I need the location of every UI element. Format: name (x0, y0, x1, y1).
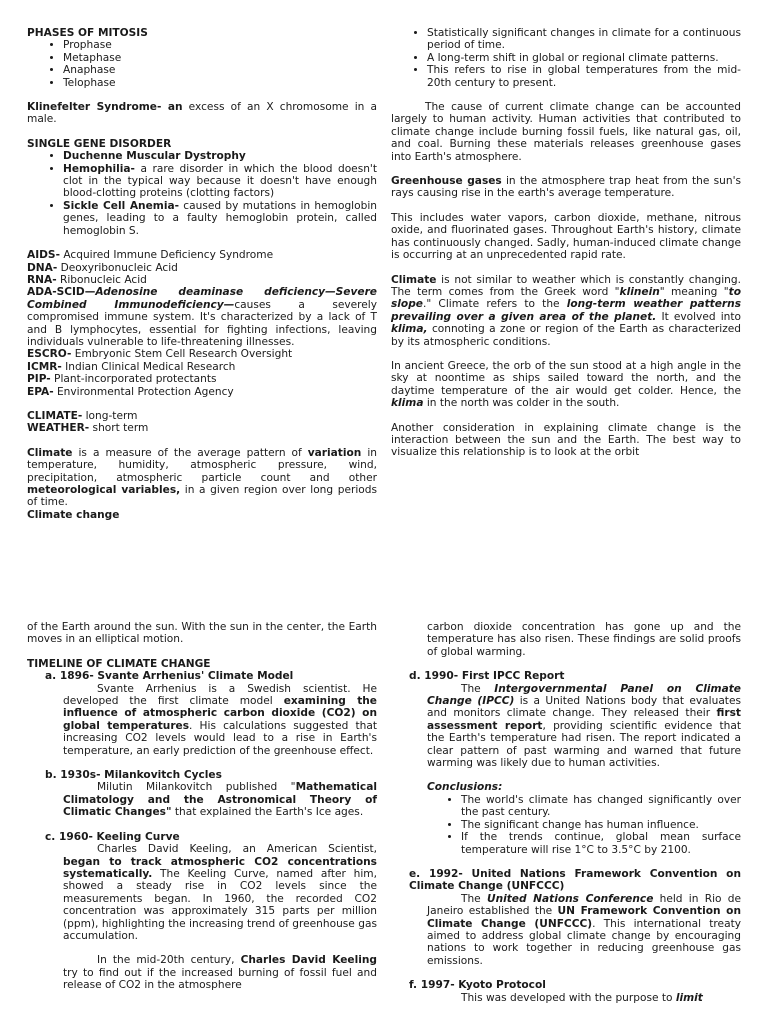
term: began to track atmospheric CO2 concentrations systematically. (63, 855, 377, 880)
definition: Acquired Immune Deficiency Syndrome (59, 249, 274, 262)
acronym-line (27, 348, 377, 360)
term: Climate (27, 446, 73, 459)
timeline-item-heading: b. 1930s- Milankovitch Cycles (45, 769, 222, 782)
list-item: • The significant change has human influence. (461, 819, 741, 831)
another-paragraph: Another consideration in explaining climate change is the interaction between the sun and the Earth. The best way to visualize this relationship is to look at the orbit (391, 421, 741, 459)
term: Mathematical Climatology and the Astronomical Theory of Climatic Changes" (63, 781, 377, 819)
acronym-line (27, 262, 377, 274)
definition: Plant-incorporated protectants (50, 373, 217, 386)
term: examining the influence of atmospheric carbon dioxide (CO2) on global temperatures (63, 695, 377, 732)
climate-term-line (27, 410, 377, 422)
timeline-item-heading: a. 1896- Svante Arrhenius' Climate Model (45, 670, 294, 683)
timeline-item-d (391, 670, 741, 769)
climate-definition-paragraph (27, 447, 377, 509)
ada-scid-paragraph (27, 286, 377, 348)
term: klima (391, 397, 424, 410)
term-expansion: Adenosine deaminase deficiency—Severe Combined Immunodeficiency— (27, 286, 377, 311)
acronym-line (27, 386, 377, 398)
term: RNA- (27, 273, 57, 286)
timeline-item-body (27, 781, 377, 818)
page2-right-column (391, 621, 741, 1016)
term: Climate (391, 273, 437, 286)
term: Greenhouse gases (391, 175, 502, 188)
definition: Deoxyribonucleic Acid (57, 261, 178, 274)
timeline-item-body (27, 843, 377, 942)
term: EPA- (27, 385, 54, 398)
term: ESCRO- (27, 348, 72, 361)
list-item: • Metaphase (63, 52, 377, 64)
list-item: • The world's climate has changed significantly over the past century. (461, 794, 741, 819)
page1-left-column (27, 27, 377, 521)
timeline-item-heading: d. 1990- First IPCC Report (409, 670, 565, 683)
term: Intergovernmental Panel on Climate Change (IPCC) (427, 682, 741, 708)
list-item: • Prophase (63, 39, 377, 51)
text: This was developed with the purpose to (461, 991, 676, 1004)
text: The Keeling Curve, named after him, showed a steady rise in CO2 levels since the measurements began. In 1960, the recorded CO2 concentration was approximately 315 parts per million (ppm), highlighting the increasing trend of greenhouse gas accumulation. (63, 867, 377, 942)
definition: long-term (82, 409, 138, 422)
greenhouse-paragraph (391, 175, 741, 200)
conclusions-block (391, 781, 741, 855)
mitosis-heading: PHASES OF MITOSIS (27, 27, 148, 39)
list-item (63, 163, 377, 200)
orbit-continuation: of the Earth around the sun. With the sun in the center, the Earth moves in an elliptical motion. (27, 621, 377, 646)
timeline-item-a (27, 670, 377, 757)
term: Duchenne Muscular Dystrophy (63, 150, 246, 163)
term: long-term weather patterns prevailing over a given area of the planet. (391, 298, 741, 323)
acronym-line (27, 249, 377, 261)
term: variation (307, 446, 362, 459)
climate-change-bullets (391, 27, 741, 89)
text: in the atmosphere trap heat from the sun's rays causing rise in the earth's average temperature. (391, 175, 741, 200)
term: AIDS- (27, 249, 60, 262)
text: is a United Nations body that evaluates and monitors climate change. They released their (427, 695, 741, 720)
text: in temperature, humidity, atmospheric pressure, wind, precipitation, atmospheric particle count and other (27, 446, 377, 484)
climate-change-label: Climate change (27, 508, 120, 521)
text: In ancient Greece, the orb of the sun stood at a high angle in the sky at noontime as ships sailed toward the north, and the daytime temperature of the air would get colder. Hence, the (391, 359, 741, 397)
text: is not similar to weather which is constantly changing. The term comes from the Greek word " (391, 273, 741, 298)
timeline-item-heading: c. 1960- Keeling Curve (45, 830, 180, 843)
timeline-heading: TIMELINE OF CLIMATE CHANGE (27, 657, 211, 670)
page2-left-column (27, 621, 377, 1004)
text: It evolved into (656, 310, 741, 323)
definition: Embryonic Stem Cell Research Oversight (71, 348, 293, 361)
acronym-line (27, 373, 377, 385)
term: meteorological variables, (27, 484, 181, 496)
text: is a measure of the average pattern of (72, 446, 308, 459)
text: in a given region over long periods of time. (27, 484, 377, 509)
text: . His calculations suggested that increasing CO2 levels would lead to a rise in Earth's temperature, an early prediction of the greenhouse effect. (63, 719, 377, 757)
conclusions-list (391, 794, 741, 856)
timeline-item-heading: f. 1997- Kyoto Protocol (409, 979, 546, 992)
text: held in Rio de Janeiro established the (427, 892, 741, 918)
list-item: • Telophase (63, 77, 377, 89)
term: UN Framework Convention on Climate Change (UNFCCC) (427, 905, 741, 930)
klinefelter-paragraph (27, 101, 377, 126)
term: first assessment report (427, 707, 741, 732)
term: limit (675, 991, 703, 1004)
weather-term-line (27, 422, 377, 434)
text: in the north was colder in the south. (423, 397, 620, 410)
term: Charles David Keeling (240, 954, 377, 967)
term: Klinefelter Syndrome- an (27, 101, 183, 114)
text: connoting a zone or region of the Earth as characterized by its atmospheric conditions. (391, 323, 741, 348)
term: ADA-SCID— (27, 286, 96, 299)
term: DNA- (27, 261, 58, 274)
timeline-item-heading: e. 1992- United Nations Framework Convention on Climate Change (UNFCCC) (409, 867, 741, 893)
term: CLIMATE- (27, 409, 83, 422)
text: Milutin Milankovitch published " (97, 781, 296, 794)
timeline-item-body (27, 683, 377, 757)
timeline-item-e (391, 868, 741, 967)
list-item (63, 200, 377, 237)
list-item: • Statistically significant changes in climate for a continuous period of time. (427, 27, 741, 52)
disorder-list (27, 150, 377, 237)
text: that explained the Earth's Ice ages. (171, 806, 364, 819)
timeline-item-body (391, 893, 741, 967)
includes-paragraph: This includes water vapors, carbon dioxide, methane, nitrous oxide, and fluorinated gases. Throughout Earth's history, climate has continuously changed. Sadly, human-induced climate change is occurring at an unprecedented rapid rate. (391, 211, 741, 262)
list-item: • This refers to rise in global temperatures from the mid-20th century to present. (427, 64, 741, 89)
term: Hemophilia- (63, 162, 135, 175)
single-gene-heading: SINGLE GENE DISORDER (27, 137, 172, 150)
text: , providing scientific evidence that the Earth's temperature had risen. The report indicated a clear pattern of past warming and warned that future warming was likely due to human activities. (427, 719, 741, 770)
page1-right-column (391, 27, 741, 459)
timeline-item-c (27, 831, 377, 992)
list-item: • A long-term shift in global or regional climate patterns. (427, 52, 741, 64)
conclusions-label (391, 781, 741, 793)
text: " meaning " (659, 285, 729, 298)
term: klima, (391, 323, 428, 336)
definition: Indian Clinical Medical Research (61, 360, 236, 373)
text: ." Climate refers to the (422, 298, 567, 311)
text: . This international treaty aimed to address global climate change by encouraging nations to work together in reducing greenhouse gas emissions. (427, 917, 741, 967)
text: The (461, 892, 487, 905)
term: WEATHER- (27, 422, 90, 435)
list-item: • If the trends continue, global mean surface temperature will rise 1°C to 3.5°C by 2100. (461, 831, 741, 856)
definition: Ribonucleic Acid (56, 273, 147, 286)
text: Charles David Keeling, an American Scientist, (97, 843, 377, 856)
document-page-2 (0, 574, 768, 1024)
acronym-line (27, 274, 377, 286)
text: Svante Arrhenius is a Swedish scientist. He developed the first climate model (63, 682, 377, 708)
list-item (63, 150, 377, 162)
greece-paragraph (391, 360, 741, 410)
acronym-line (27, 361, 377, 373)
term: klinein (619, 285, 660, 298)
text: The (461, 682, 495, 695)
text: The cause of current climate change can be accounted largely to human activity. Human activities that contributed to climate change include burning fossil fuels, like natural gas, oil, and coal. Burning these materials releases greenhouse gases into Earth's atmosphere. (391, 101, 741, 163)
co2-continuation: carbon dioxide concentration has gone up and the temperature has also risen. These findings are solid proofs of global warming. (427, 621, 741, 658)
definition: short term (89, 422, 149, 435)
definition: caused by mutations in hemoglobin genes, leading to a faulty hemoglobin protein, called hemoglobin S. (63, 199, 377, 237)
definition: excess of an X chromosome in a male. (27, 101, 377, 126)
term: Sickle Cell Anemia- (63, 199, 179, 212)
definition: causes a severely compromised immune system. It's characterized by a lack of T and B lymphocytes, essential for fighting infections, leaving individuals vulnerable to life-threatening illnesses. (27, 298, 377, 348)
text: try to find out if the increased burning of fossil fuel and release of CO2 in the atmosphere (63, 966, 377, 992)
climate-etymology-paragraph (391, 274, 741, 348)
timeline-item-body (27, 954, 377, 991)
term: PIP- (27, 373, 51, 386)
mitosis-phase-list (27, 39, 377, 89)
timeline-item-b (27, 769, 377, 819)
definition: Environmental Protection Agency (53, 385, 234, 398)
definition: a rare disorder in which the blood doesn't clot in the typical way because it doesn't have enough blood-clotting proteins (clotting factors) (63, 162, 377, 200)
timeline-item-body (391, 683, 741, 770)
label: Conclusions: (427, 781, 503, 794)
list-item: • Anaphase (63, 64, 377, 76)
term: to slope (391, 285, 741, 311)
term: United Nations Conference (486, 892, 654, 905)
timeline-item-f (391, 979, 741, 1004)
cause-paragraph (391, 101, 741, 163)
timeline-item-body (391, 992, 741, 1004)
text: In the mid-20th century, (97, 954, 241, 967)
term: ICMR- (27, 360, 62, 373)
